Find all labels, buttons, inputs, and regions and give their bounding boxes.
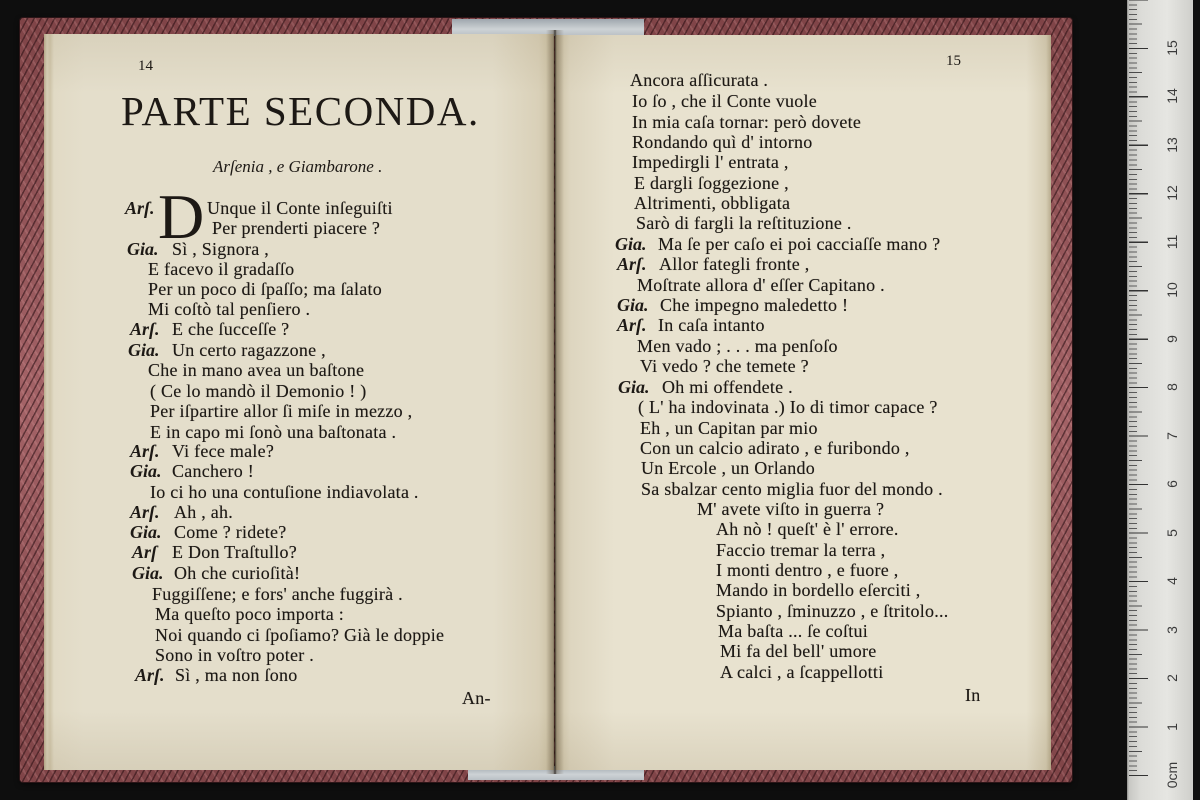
verse-line: Per un poco di ſpaſſo; ma ſalato	[148, 279, 382, 299]
verse-line: Per iſpartire allor ſi miſe in mezzo ,	[150, 401, 413, 421]
verse-line: Ma ſe per caſo ei poi cacciaſſe mano ?	[658, 234, 941, 254]
ruler-label: 14	[1164, 88, 1180, 105]
section-title: PARTE SECONDA.	[121, 88, 480, 134]
ruler-label: 9	[1164, 334, 1180, 343]
speaker-label: Arſ.	[130, 502, 160, 522]
verse-line: Rondando quì d' intorno	[632, 132, 813, 152]
verse-line: E facevo il gradaſſo	[148, 259, 295, 279]
verse-line: E in capo mi ſonò una baſtonata .	[150, 422, 397, 442]
ruler-label: 4	[1164, 577, 1180, 586]
verse-line: Mi coſtò tal penſiero .	[148, 299, 311, 319]
ruler-label: 15	[1164, 40, 1180, 56]
ruler-cm-ticks	[1129, 0, 1148, 776]
verse-line: A calci , a ſcappellotti	[720, 662, 884, 682]
verse-line: Moſtrate allora d' eſſer Capitano .	[637, 275, 885, 295]
verse-line: Con un calcio adirato , e furibondo ,	[640, 438, 910, 458]
ruler-label: 7	[1164, 431, 1180, 440]
verse-line: Ah nò ! queſt' è l' errore.	[716, 519, 899, 539]
verse-line: Io ci ho una contuſione indiavolata .	[150, 482, 419, 502]
speaker-label: Gia.	[132, 563, 164, 583]
speaker-label: Arſ.	[617, 315, 647, 335]
verse-line: Che impegno maledetto !	[660, 295, 849, 315]
speaker-label: Gia.	[130, 461, 162, 481]
verse-line: In mia caſa tornar: però dovete	[632, 112, 862, 132]
verse-line: Mi fa del bell' umore	[720, 641, 877, 661]
verse-line: Come ? ridete?	[174, 522, 287, 542]
speaker-label: Gia.	[617, 295, 649, 315]
speaker-label: Gia.	[130, 522, 162, 542]
ruler-label: 0cm	[1164, 761, 1180, 789]
verse-line: Noi quando ci ſpoſiamo? Già le doppie	[155, 625, 445, 645]
verse-line: Faccio tremar la terra ,	[716, 540, 886, 560]
verse-line: E dargli ſoggezione ,	[634, 173, 789, 193]
verse-line: M' avete viſto in guerra ?	[697, 499, 885, 519]
verse-line: Allor fategli fronte ,	[659, 254, 810, 274]
verse-line: Canchero !	[172, 461, 254, 481]
ruler-label: 5	[1164, 528, 1180, 537]
verse-line: Mando in bordello eſerciti ,	[716, 580, 921, 600]
speaker-label: Gia.	[127, 239, 159, 259]
verse-line: Sono in voſtro poter .	[155, 645, 314, 665]
speaker-label: Gia.	[618, 377, 650, 397]
speaker-label: Gia.	[128, 340, 160, 360]
verse-line: I monti dentro , e fuore ,	[716, 560, 899, 580]
ruler-label: 13	[1164, 137, 1180, 153]
verse-line: Che in mano avea un baſtone	[148, 360, 365, 380]
ruler-label: 2	[1164, 674, 1180, 682]
verse-line: Un certo ragazzone ,	[172, 340, 326, 360]
verse-line: ( L' ha indovinata .) Io di timor capace ?	[638, 397, 938, 417]
verse-line: In caſa intanto	[658, 315, 765, 335]
book-gutter	[546, 30, 564, 774]
verse-line: Sì , Signora ,	[172, 239, 270, 259]
verse-line: E che ſucceſſe ?	[172, 319, 290, 339]
background-edge	[1193, 0, 1200, 800]
catchword: In	[965, 685, 981, 705]
verse-line: Oh che curioſità!	[174, 563, 301, 583]
ruler-label: 3	[1164, 625, 1180, 634]
catchword: An-	[462, 688, 491, 708]
speaker-label: Arſ.	[125, 198, 155, 218]
verse-line: Ancora aſſicurata .	[630, 70, 769, 90]
verse-line: ( Ce lo mandò il Demonio ! )	[150, 381, 367, 401]
verse-line: Spianto , ſminuzzo , e ſtritolo...	[716, 601, 949, 621]
speaker-label: Arſ.	[135, 665, 165, 685]
ruler-label: 10	[1164, 282, 1180, 299]
verse-line: Oh mi offendete .	[662, 377, 793, 397]
verse-line: Ah , ah.	[174, 502, 233, 522]
speaker-label: Arſ	[132, 542, 158, 562]
verse-line: Impedirgli l' entrata ,	[632, 152, 789, 172]
right-page	[555, 35, 1051, 770]
verse-line: Ma queſto poco importa :	[155, 604, 344, 624]
verse-line: Altrimenti, obbligata	[634, 193, 791, 213]
ruler-label: 1	[1164, 722, 1180, 731]
verse-line: Unque il Conte inſeguiſti	[207, 198, 393, 218]
ruler-label: 11	[1164, 234, 1180, 250]
verse-line: Sa sbalzar cento miglia fuor del mondo .	[641, 479, 943, 499]
verse-line: Sarò di fargli la reſtituzione .	[636, 213, 852, 233]
verse-line: Per prenderti piacere ?	[212, 218, 381, 238]
page-number: 15	[946, 53, 961, 69]
ruler-label: 12	[1164, 185, 1180, 202]
verse-line: Vi vedo ? che temete ?	[640, 356, 809, 376]
drop-cap: D	[158, 181, 205, 252]
verse-line: Un Ercole , un Orlando	[641, 458, 815, 478]
scene-heading: Arſenia , e Giambarone .	[213, 157, 383, 176]
speaker-label: Arſ.	[130, 441, 160, 461]
speaker-label: Arſ.	[130, 319, 160, 339]
ruler	[1127, 0, 1193, 800]
ruler-label: 8	[1164, 383, 1180, 392]
verse-line: Eh , un Capitan par mio	[640, 418, 818, 438]
verse-line: Vi fece male?	[172, 441, 275, 461]
ruler-label: 6	[1164, 480, 1180, 489]
verse-line: Ma baſta ... ſe coſtui	[718, 621, 868, 641]
verse-line: Sì , ma non ſono	[175, 665, 298, 685]
speaker-label: Arſ.	[617, 254, 647, 274]
left-page	[44, 34, 554, 770]
speaker-label: Gia.	[615, 234, 647, 254]
verse-line: E Don Traſtullo?	[172, 542, 298, 562]
page-number: 14	[138, 58, 153, 74]
verse-line: Fuggiſſene; e fors' anche fuggirà .	[152, 584, 403, 604]
verse-line: Io ſo , che il Conte vuole	[632, 91, 817, 111]
verse-line: Men vado ; . . . ma penſoſo	[637, 336, 838, 356]
